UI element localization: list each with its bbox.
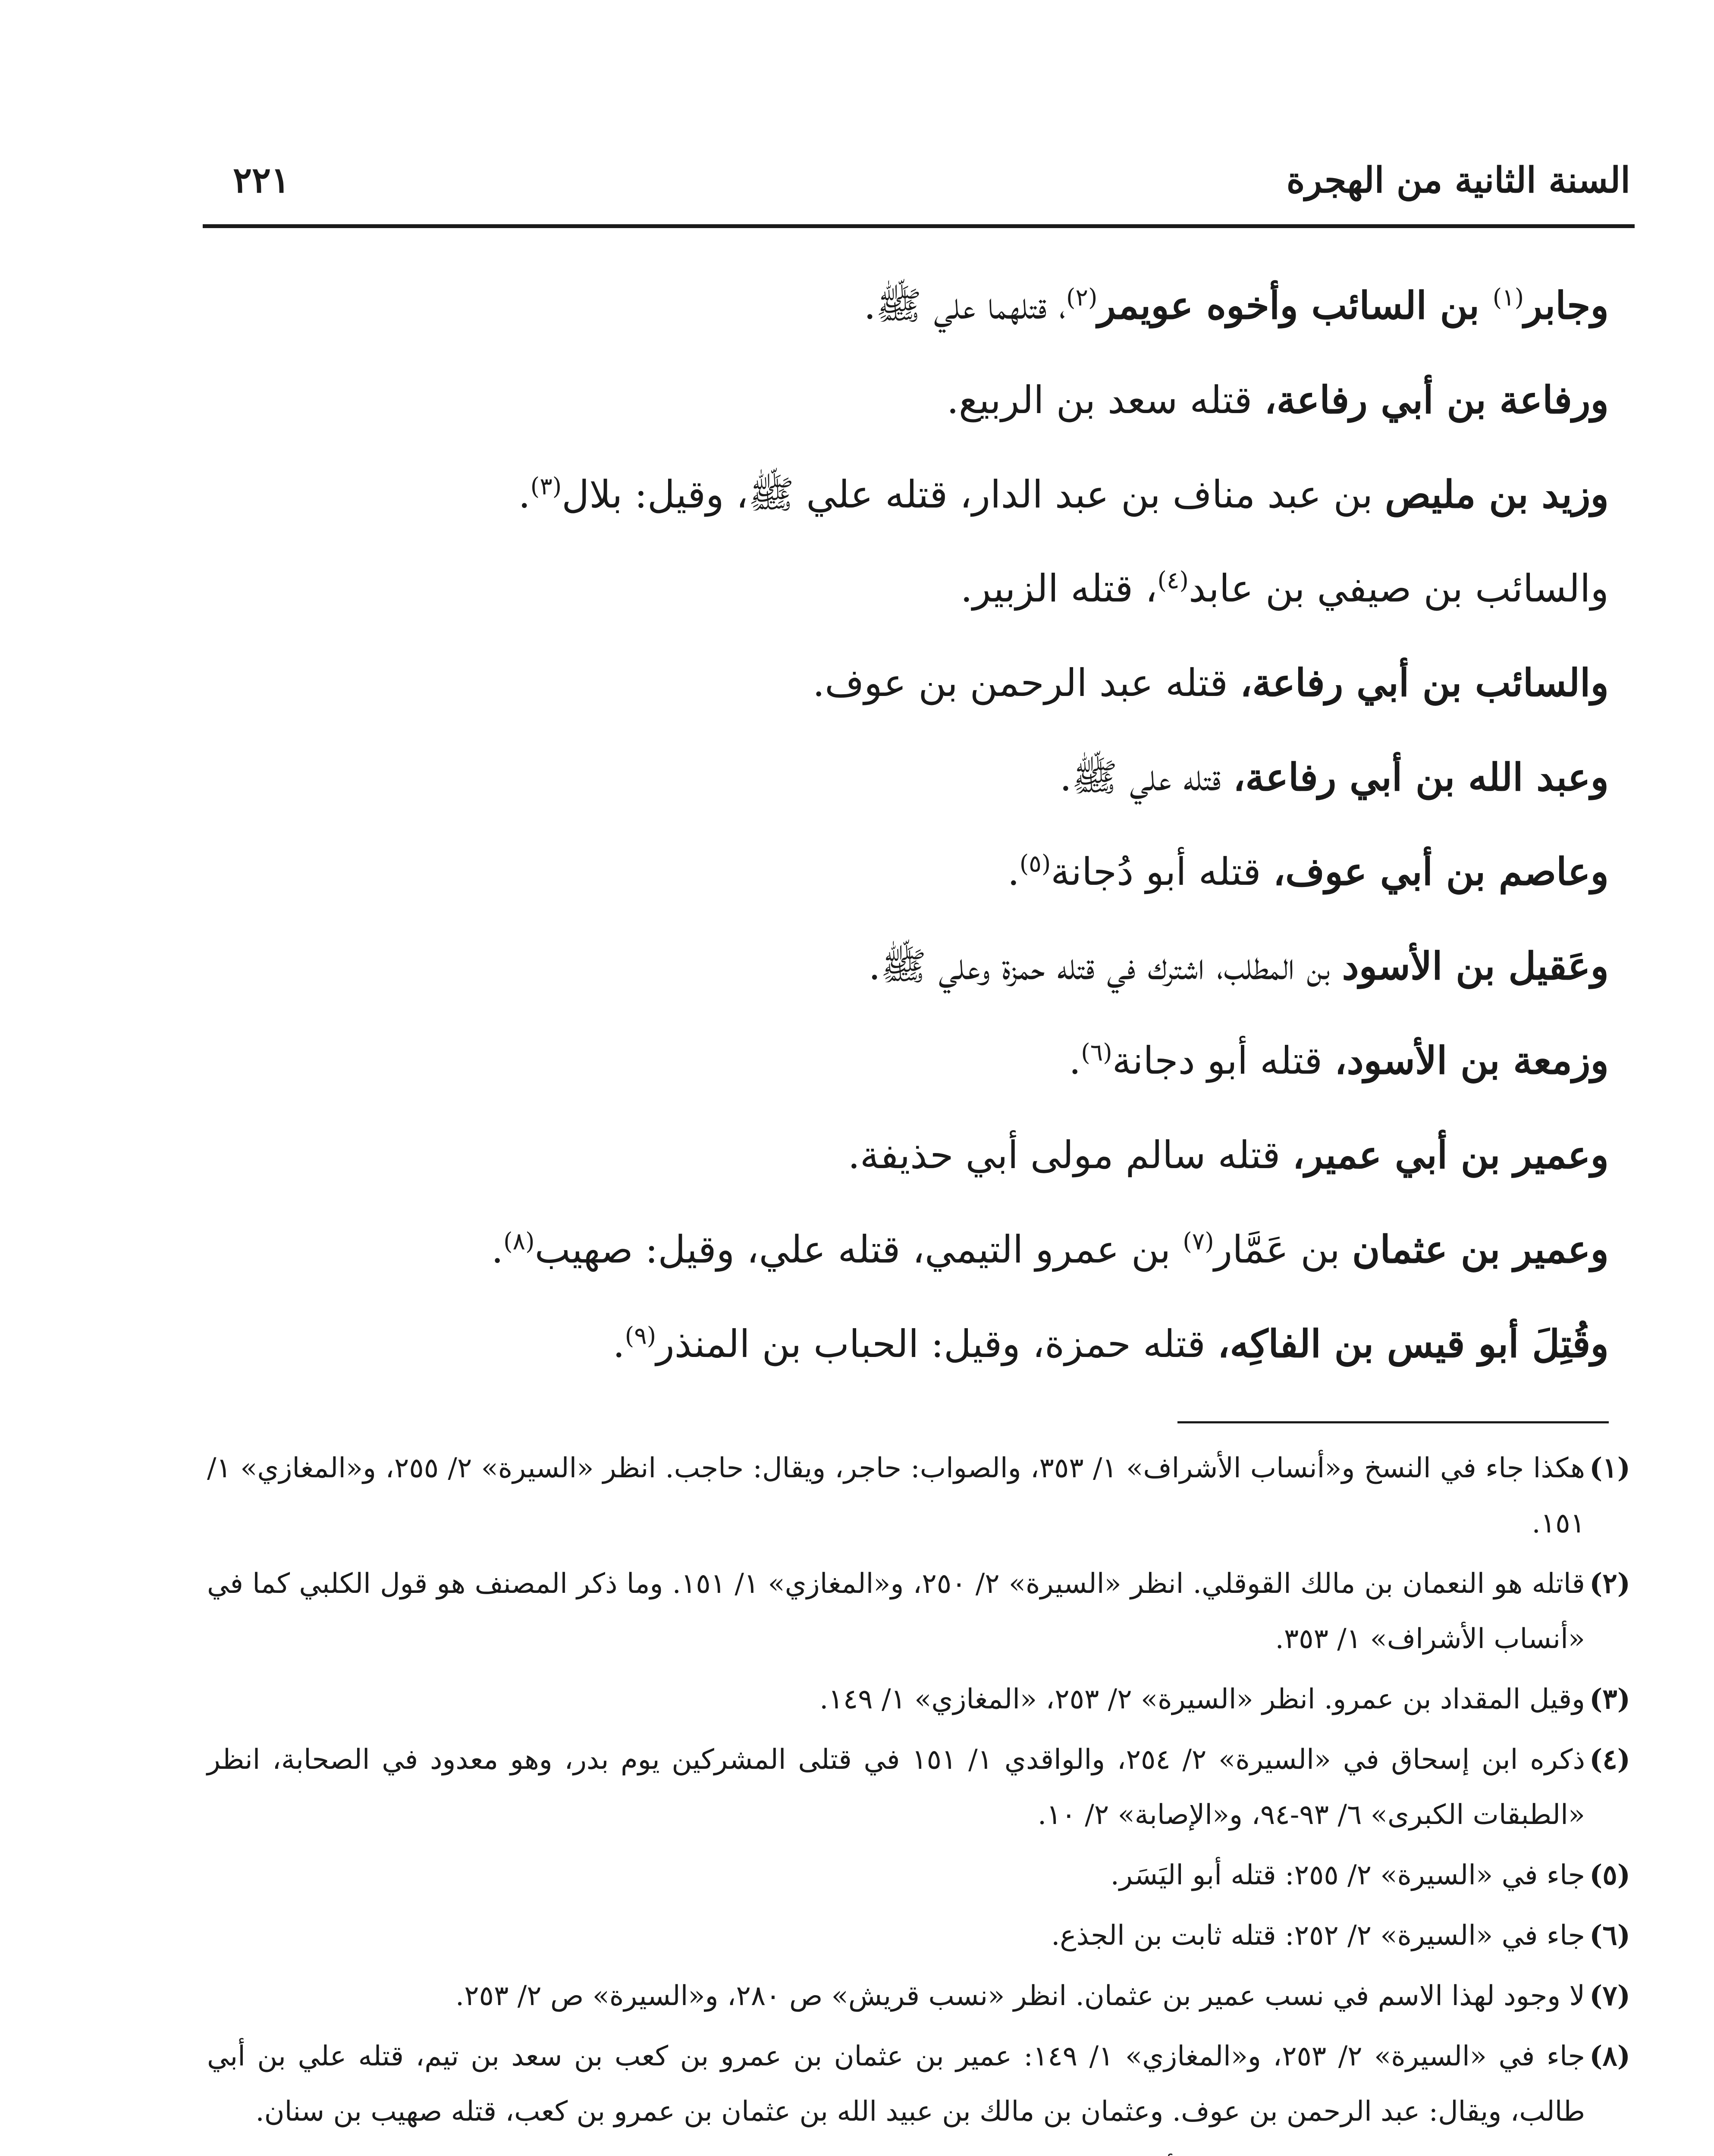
footnotes (203, 1441, 1635, 2156)
footnote-ref: (٤) (1157, 566, 1189, 594)
footnote-text: ذكره ابن إسحاق في «السيرة» ٢/ ٢٥٤، والواقدي ١/ ١٥١ في قتلى المشركين يوم بدر، وهو معدود في الصحابة، انظر «الطبقات الكبرى» ٦/ ٩٣-٩٤، و«الإصابة» ٢/ ١٠. (207, 1744, 1585, 1831)
footnote-number (1585, 2144, 1630, 2156)
footnote (207, 1732, 1630, 1843)
text-line (220, 1013, 1609, 1108)
footnote-text: هكذا جاء في النسخ و«أنساب الأشراف» ١/ ٣٥٣، والصواب: حاجر، ويقال: حاجب. انظر «السيرة» ٢/ ٢٥٥، و«المغازي» ١/ ١٥١. (207, 1452, 1585, 1539)
name-text: وعاصم بن أبي عوف، (1273, 849, 1609, 894)
footnote-text: قاتله هو النعمان بن مالك القوقلي. انظر «السيرة» ٢/ ٢٥٠، و«المغازي» ١/ ١٥١. وما ذكر المصنف هو قول الكلبي كما في «أنساب الأشراف» ١/ ٣٥٣. (207, 1568, 1585, 1655)
footnote-number: (٣) (1589, 1683, 1630, 1715)
line-text: قتله سعد بن الربيع. (946, 378, 1265, 422)
book-page (203, 142, 1635, 2156)
name-text: وزيد بن مليص (1384, 472, 1609, 517)
footnote-ref: (٢) (1066, 283, 1098, 311)
footnote (207, 2144, 1630, 2156)
footnote-ref: (٦) (1081, 1038, 1112, 1066)
line-text: . (518, 472, 531, 517)
text-line (220, 1297, 1609, 1391)
line-text: . (1069, 1038, 1081, 1083)
name-text: وعَقيل بن الأسود (1342, 943, 1609, 988)
line-text: بن المطلب، اشترك في قتله حمزة وعلي ﷺ. (868, 944, 1342, 988)
footnote-ref: (١) (1492, 283, 1524, 311)
name-text: وعمير بن أبي عمير، (1292, 1132, 1609, 1177)
text-line (220, 542, 1609, 636)
footnote-number: (٤) (1589, 1743, 1630, 1776)
text-line (220, 730, 1609, 824)
text-line (220, 258, 1609, 353)
footnote-ref: (٧) (1183, 1227, 1214, 1255)
line-text: ، قتلهما علي ﷺ. (863, 283, 1066, 328)
name-text: وعبد الله بن أبي رفاعة، (1233, 755, 1609, 799)
line-text: قتله عبد الرحمن بن عوف. (813, 661, 1240, 705)
footnote-text: جاء في «السيرة» ٢/ ٢٥٣، و«المغازي» ١/ ١٤٩: عمير بن عثمان بن عمرو بن كعب بن سعد بن تيم، قتله علي بن أبي طالب، ويقال: عبد الرحمن بن عوف. وعثمان بن مالك بن عبيد الله بن عثمان بن عمرو بن كعب، قتله صهيب بن سنان. (207, 2040, 1585, 2128)
line-text: قتله أبو دُجانة (1051, 849, 1273, 894)
footnote (207, 1848, 1630, 1903)
footnote (207, 1672, 1630, 1727)
footnote-number: (١) (1589, 1452, 1630, 1484)
name-text: وزمعة بن الأسود، (1334, 1038, 1609, 1083)
text-line (220, 353, 1609, 447)
footnote-text: جاء في «السيرة» ٢/ ٢٥٥: قتله أبو اليَسَر. (1110, 1859, 1585, 1891)
text-line (220, 824, 1609, 919)
line-text: قتله حمزة، وقيل: الحباب بن المنذر (656, 1322, 1218, 1366)
text-line (220, 636, 1609, 730)
text-line (220, 447, 1609, 542)
footnote-number: (٦) (1589, 1919, 1630, 1952)
name-text: ورفاعة بن أبي رفاعة، (1264, 377, 1609, 422)
footnote-ref: (٨) (503, 1227, 535, 1255)
footnote-ref: (٣) (530, 472, 562, 500)
footnote-ref: (٥) (1019, 849, 1051, 877)
line-text: . (1007, 849, 1020, 894)
footnote-number: (٥) (1589, 1859, 1630, 1891)
footnote-number: (٧) (1589, 1980, 1630, 2012)
footnote (207, 2029, 1630, 2139)
footnote-text (207, 2144, 1585, 2156)
line-text: بن عَمَّار (1214, 1227, 1352, 1272)
footnote (207, 1908, 1630, 1963)
text-line (220, 1202, 1609, 1297)
name-text: وقُتِلَ أبو قيس بن الفاكِه، (1217, 1321, 1609, 1366)
line-text: قتله سالم مولى أبي حذيفة. (848, 1133, 1293, 1177)
line-text: ، قتله الزبير. (960, 566, 1158, 611)
name-text: بن السائب وأخوه عويمر (1097, 283, 1493, 328)
footnote-divider (1177, 1421, 1609, 1423)
main-text (203, 258, 1635, 1391)
footnote (207, 1556, 1630, 1667)
line-text: بن عبد مناف بن عبد الدار، قتله علي ﷺ، وقيل: بلال (562, 472, 1385, 517)
footnote (207, 1441, 1630, 1551)
running-title: السنة الثانية من الهجرة (1286, 160, 1630, 201)
page-header (203, 142, 1635, 228)
line-text: قتله علي ﷺ. (1059, 755, 1233, 799)
line-text: قتله أبو دجانة (1112, 1038, 1335, 1083)
text-line (220, 1108, 1609, 1202)
line-text: والسائب بن صيفي بن عابد (1189, 566, 1609, 611)
footnote (207, 1968, 1630, 2024)
page-number: ٢٢١ (233, 160, 290, 201)
name-text: وعمير بن عثمان (1352, 1227, 1609, 1272)
line-text: . (491, 1227, 504, 1272)
footnote-text: لا وجود لهذا الاسم في نسب عمير بن عثمان. انظر «نسب قريش» ص ٢٨٠، و«السيرة» ص ٢/ ٢٥٣. (455, 1980, 1585, 2012)
footnote-text: جاء في «السيرة» ٢/ ٢٥٢: قتله ثابت بن الجذع. (1051, 1920, 1585, 1952)
name-text: وجابر (1524, 283, 1609, 328)
footnote-number: (٢) (1589, 1567, 1630, 1600)
footnote-text: وقيل المقداد بن عمرو. انظر «السيرة» ٢/ ٢٥٣، «المغازي» ١/ ١٤٩. (819, 1683, 1585, 1715)
line-text: بن عمرو التيمي، قتله علي، وقيل: صهيب (534, 1227, 1183, 1272)
text-line (220, 919, 1609, 1013)
footnote-number: (٨) (1589, 2040, 1630, 2072)
name-text: والسائب بن أبي رفاعة، (1240, 660, 1609, 705)
footnote-ref: (٩) (625, 1322, 656, 1350)
line-text: . (612, 1322, 625, 1366)
